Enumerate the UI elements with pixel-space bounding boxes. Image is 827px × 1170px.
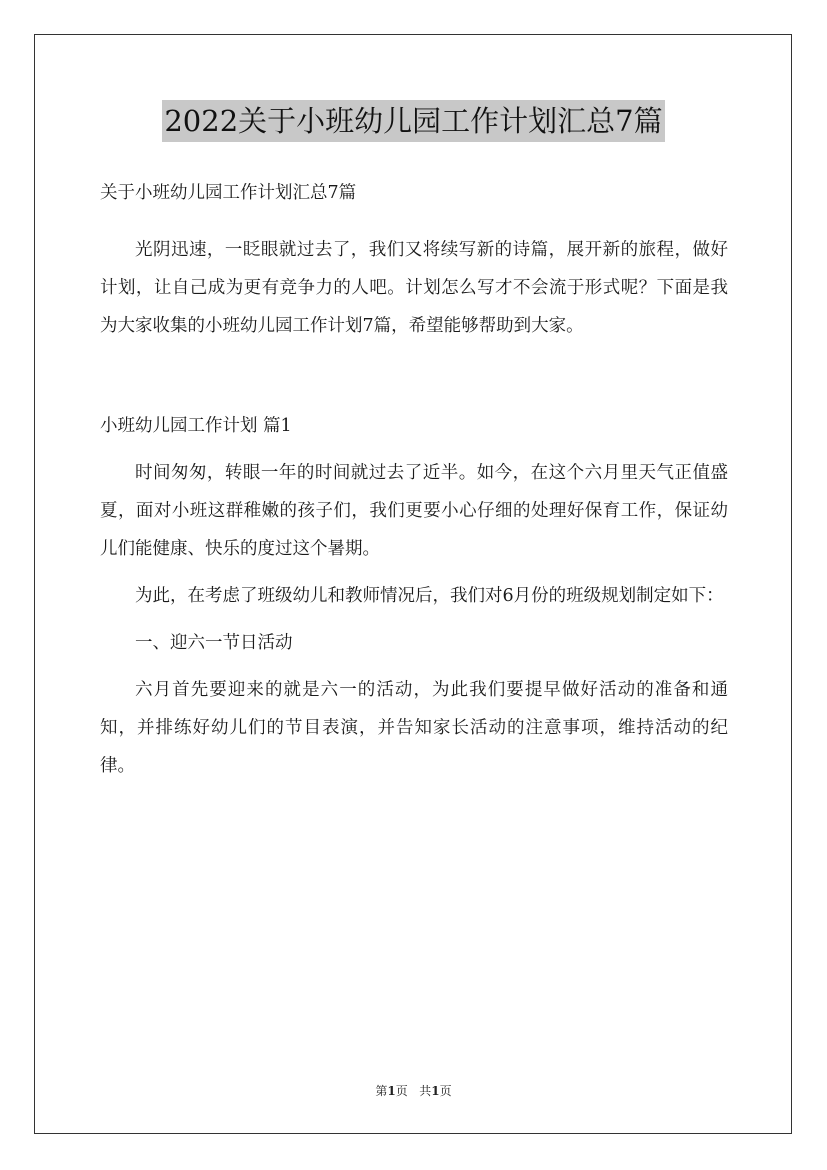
body-paragraph-2: 为此，在考虑了班级幼儿和教师情况后，我们对6月份的班级规划制定如下： bbox=[135, 586, 724, 606]
page-prefix: 第 bbox=[375, 1084, 388, 1098]
total-prefix: 共 bbox=[419, 1084, 432, 1098]
page-number: 1 bbox=[387, 1084, 396, 1098]
document-subtitle: 关于小班幼儿园工作计划汇总7篇 bbox=[100, 183, 357, 203]
page-footer bbox=[0, 1083, 827, 1099]
total-pages: 1 bbox=[431, 1084, 440, 1098]
total-suffix: 页 bbox=[439, 1084, 452, 1098]
body-paragraph-1: 时间匆匆，转眼一年的时间就过去了近半。如今，在这个六月里天气正值盛夏，面对小班这群稚嫩的孩子们，我们更要小心仔细的处理好保育工作，保证幼儿们能健康、快乐的度过这个暑期。 bbox=[100, 463, 728, 559]
subheading-1: 一、迎六一节日活动 bbox=[135, 633, 293, 653]
section-heading: 小班幼儿园工作计划 篇1 bbox=[100, 416, 292, 436]
title-container bbox=[0, 100, 827, 142]
intro-paragraph: 光阴迅速，一眨眼就过去了，我们又将续写新的诗篇，展开新的旅程，做好计划，让自己成为更有竞争力的人吧。计划怎么写才不会流于形式呢？下面是我为大家收集的小班幼儿园工作计划7篇，希望能够帮助到大家。 bbox=[100, 240, 728, 336]
document-body bbox=[100, 174, 728, 785]
document-title: 2022关于小班幼儿园工作计划汇总7篇 bbox=[162, 100, 664, 142]
body-paragraph-3: 六月首先要迎来的就是六一的活动，为此我们要提早做好活动的准备和通知，并排练好幼儿们的节目表演，并告知家长活动的注意事项，维持活动的纪律。 bbox=[100, 680, 728, 776]
page-suffix: 页 bbox=[395, 1084, 408, 1098]
